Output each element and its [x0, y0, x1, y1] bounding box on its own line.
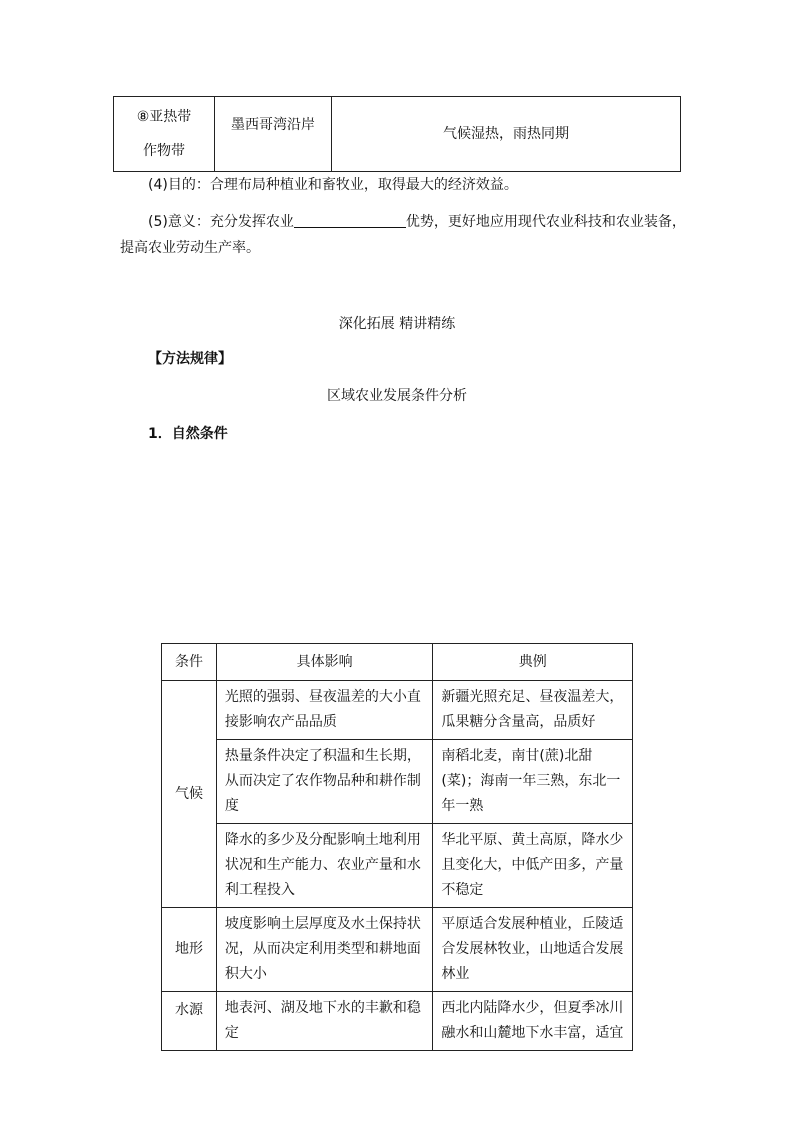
natural-conditions-heading: 1．自然条件 [148, 426, 228, 442]
header-example: 典例 [433, 644, 633, 681]
crop-zone-line2: 作物带 [143, 143, 185, 159]
condition-cell: 水源 [162, 992, 217, 1051]
example-cell: 新疆光照充足、昼夜温差大，瓜果糖分含量高，品质好 [433, 681, 633, 740]
condition-cell: 气候 [162, 681, 217, 908]
example-cell: 平原适合发展种植业，丘陵适合发展林牧业，山地适合发展林业 [433, 908, 633, 992]
meaning-after: 优势，更好地应用现代农业科技和农业装备， [405, 214, 686, 230]
impact-cell: 地表河、湖及地下水的丰歉和稳定 [216, 992, 433, 1051]
header-condition: 条件 [162, 644, 217, 681]
crop-zone-line1: ⑧亚热带 [136, 109, 192, 125]
crop-zone-cell [114, 97, 215, 172]
impact-cell: 降水的多少及分配影响土地利用状况和生产能力、农业产量和水利工程投入 [216, 824, 433, 908]
meaning-line2: 提高农业劳动生产率。 [120, 240, 260, 256]
example-cell: 华北平原、黄土高原，降水少且变化大，中低产田多，产量不稳定 [433, 824, 633, 908]
table-row [114, 97, 681, 172]
condition-cell: 气候湿热，雨热同期 [332, 97, 681, 172]
table-row [162, 740, 633, 824]
header-impact: 具体影响 [216, 644, 433, 681]
method-heading: 【方法规律】 [148, 351, 232, 367]
meaning-before: (5)意义：充分发挥农业 [148, 214, 294, 230]
table-row [162, 824, 633, 908]
impact-cell: 光照的强弱、昼夜温差的大小直接影响农产品品质 [216, 681, 433, 740]
example-cell: 西北内陆降水少，但夏季冰川融水和山麓地下水丰富，适宜 [433, 992, 633, 1051]
purpose-paragraph: (4)目的：合理布局种植业和畜牧业，取得最大的经济效益。 [148, 177, 518, 193]
table-header-row [162, 644, 633, 681]
section-title: 深化拓展 精讲精练 [338, 316, 456, 332]
condition-cell: 地形 [162, 908, 217, 992]
table-row [162, 908, 633, 992]
location-cell: 墨西哥湾沿岸 [215, 97, 332, 172]
table-row [162, 992, 633, 1051]
impact-cell: 热量条件决定了积温和生长期，从而决定了农作物品种和耕作制度 [216, 740, 433, 824]
crop-zone-table [113, 96, 681, 172]
example-cell: 南稻北麦，南甘(蔗)北甜(菜)；海南一年三熟，东北一年一熟 [433, 740, 633, 824]
natural-conditions-table [161, 643, 633, 1051]
table-row [162, 681, 633, 740]
analysis-title: 区域农业发展条件分析 [327, 388, 467, 404]
impact-cell: 坡度影响土层厚度及水土保持状况，从而决定利用类型和耕地面积大小 [216, 908, 433, 992]
fill-blank[interactable] [294, 211, 406, 228]
